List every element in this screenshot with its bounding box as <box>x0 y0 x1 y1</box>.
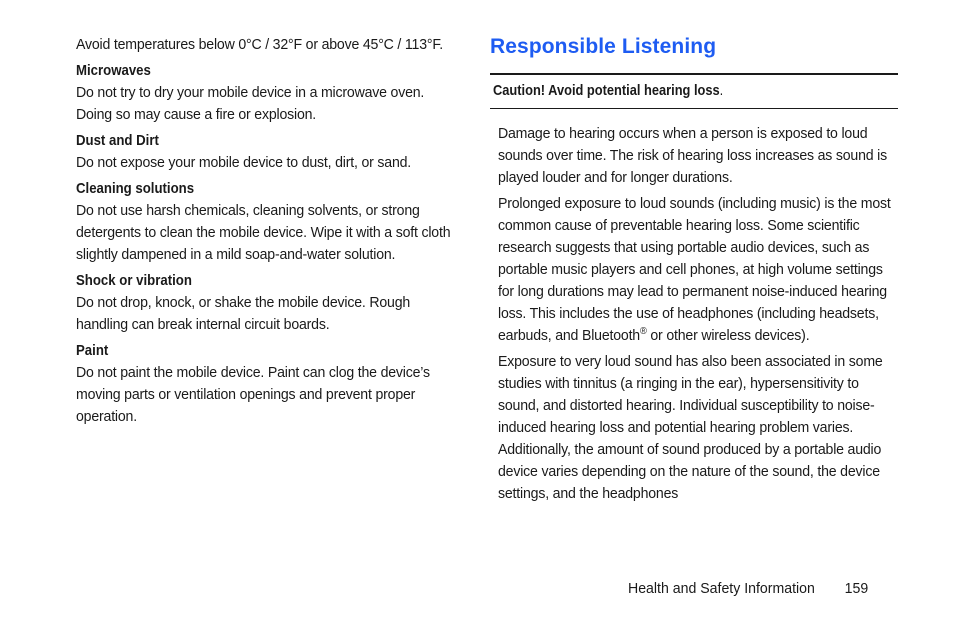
tinnitus-paragraph: Exposure to very loud sound has also been associated in some studies with tinnitus (a ringing in the ear), hypersensitivity to sound, and distorted hearing. Individual susceptibility to noise-induced hearing loss and potential hearing problem varies. Additionally, the amount of sound produced by a portable audio device varies depending on the nature of the sound, the device settings, and the headphones <box>498 353 883 502</box>
cleaning-heading: Cleaning solutions <box>76 180 195 197</box>
microwaves-text: Do not try to dry your mobile device in a microwave oven. Doing so may cause a fire or explosion. <box>76 84 425 123</box>
microwaves-heading: Microwaves <box>76 62 151 79</box>
paint-text: Do not paint the mobile device. Paint can clog the device’s moving parts or ventilation openings and prevent proper operation. <box>76 364 430 425</box>
registered-mark: ® <box>639 326 647 337</box>
prolonged-exposure-end: or other wireless devices). <box>646 327 810 344</box>
prolonged-exposure-paragraph <box>498 193 898 347</box>
right-column <box>490 34 898 509</box>
section-title: Responsible Listening <box>490 35 717 58</box>
paint-heading: Paint <box>76 342 109 359</box>
dust-dirt-heading: Dust and Dirt <box>76 132 159 149</box>
temperature-text: Avoid temperatures below 0°C / 32°F or above 45°C / 113°F. <box>76 36 443 53</box>
caution-text <box>493 80 723 102</box>
caution-period: . <box>719 83 724 99</box>
caution-label: Caution! Avoid potential hearing loss <box>493 83 720 99</box>
prolonged-exposure-text: Prolonged exposure to loud sounds (including music) is the most common cause of preventable hearing loss. Some scientific research suggests that using portable audio devices, such as portable music players and cell phones, at high volume settings for long durations may lead to permanent noise-induced hearing loss. This includes the use of headphones (including headsets, earbuds, and Bluetooth <box>498 195 891 344</box>
left-column <box>76 34 452 432</box>
caution-box <box>490 73 898 109</box>
footer-section-name: Health and Safety Information <box>628 580 815 597</box>
shock-text: Do not drop, knock, or shake the mobile device. Rough handling can break internal circuit boards. <box>76 294 411 333</box>
page-footer <box>628 578 868 600</box>
page-number: 159 <box>844 580 869 597</box>
dust-dirt-text: Do not expose your mobile device to dust, dirt, or sand. <box>76 154 412 171</box>
shock-heading: Shock or vibration <box>76 272 192 289</box>
hearing-damage-paragraph: Damage to hearing occurs when a person is exposed to loud sounds over time. The risk of hearing loss increases as sound is played louder and for longer durations. <box>498 125 888 186</box>
cleaning-text: Do not use harsh chemicals, cleaning solvents, or strong detergents to clean the mobile device. Wipe it with a soft cloth slightly dampened in a mild soap-and-water solution. <box>76 202 451 263</box>
listening-body <box>498 123 898 505</box>
